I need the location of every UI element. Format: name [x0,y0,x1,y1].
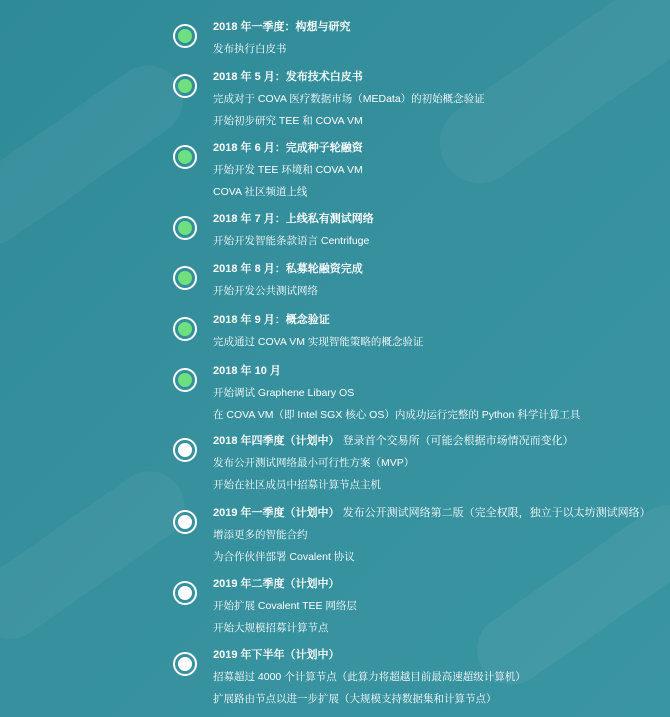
planned-milestone-icon [173,438,197,462]
event-heading [213,434,574,448]
completed-milestone-icon [173,24,197,48]
completed-milestone-icon [173,145,197,169]
event-title: 2018 年四季度（计划中） [213,435,340,447]
event-title: 2018 年 6 月：完成种子轮融资 [213,142,363,154]
event-title: 2019 年二季度（计划中） [213,578,340,590]
event-detail-line: 招募超过 4000 个计算节点（此算力将超越目前最高速超级计算机） [213,671,526,683]
milestone-dot [178,586,192,600]
event-title: 2019 年下半年（计划中） [213,649,340,661]
event-title: 2018 年一季度：构想与研究 [213,21,351,33]
event-title: 2018 年 7 月：上线私有测试网络 [213,213,374,225]
event-heading [213,20,351,34]
event-heading [213,262,363,276]
event-title: 2018 年 9 月：概念验证 [213,314,330,326]
event-title: 2018 年 5 月：发布技术白皮书 [213,71,363,83]
event-detail-line: 发布执行白皮书 [213,43,287,55]
planned-milestone-icon [173,510,197,534]
event-detail-line: 开始在社区成员中招募计算节点主机 [213,479,381,491]
milestone-dot [178,79,192,93]
event-heading [213,70,363,84]
event-detail-line: 开始开发智能条款语言 Centrifuge [213,235,370,247]
milestone-dot [178,443,192,457]
event-heading [213,577,340,591]
event-title-detail: 登录首个交易所（可能会根据市场情况而变化） [342,435,574,447]
milestone-dot [178,221,192,235]
event-detail-line: 开始扩展 Covalent TEE 网络层 [213,600,357,612]
event-detail-line: 完成对于 COVA 医疗数据市场（MEData）的初始概念验证 [213,93,485,105]
event-detail-line: 为合作伙伴部署 Covalent 协议 [213,551,355,563]
event-detail-line: 完成通过 COVA VM 实现智能策略的概念验证 [213,336,424,348]
event-title: 2018 年 10 月 [213,365,281,377]
milestone-dot [178,657,192,671]
completed-milestone-icon [173,317,197,341]
completed-milestone-icon [173,74,197,98]
event-heading [213,364,281,378]
event-title: 2018 年 8 月：私募轮融资完成 [213,263,363,275]
event-detail-line: COVA 社区频道上线 [213,186,308,198]
completed-milestone-icon [173,368,197,392]
event-detail-line: 开始初步研究 TEE 和 COVA VM [213,115,363,127]
event-heading [213,648,340,662]
event-detail-line: 开始开发 TEE 环境和 COVA VM [213,164,363,176]
event-detail-line: 增添更多的智能合约 [213,529,308,541]
event-detail-line: 开始开发公共测试网络 [213,285,318,297]
milestone-dot [178,29,192,43]
event-heading [213,212,374,226]
milestone-dot [178,150,192,164]
event-heading [213,313,330,327]
event-detail-line: 开始调试 Graphene Libary OS [213,387,355,399]
event-title-detail: 发布公开测试网络第二版（完全权限，独立于以太坊测试网络） [342,507,651,519]
milestone-dot [178,322,192,336]
event-detail-line: 发布公开测试网络最小可行性方案（MVP） [213,457,415,469]
completed-milestone-icon [173,216,197,240]
event-heading [213,506,651,520]
event-detail-line: 在 COVA VM（即 Intel SGX 核心 OS）内成功运行完整的 Python 科学计算工具 [213,409,581,421]
completed-milestone-icon [173,266,197,290]
milestone-dot [178,373,192,387]
planned-milestone-icon [173,652,197,676]
event-title: 2019 年一季度（计划中） [213,507,340,519]
event-detail-line: 开始大规模招募计算节点 [213,622,329,634]
event-heading [213,141,363,155]
planned-milestone-icon [173,581,197,605]
milestone-dot [178,515,192,529]
event-detail-line: 扩展路由节点以进一步扩展（大规模支持数据集和计算节点） [213,693,497,705]
milestone-dot [178,271,192,285]
